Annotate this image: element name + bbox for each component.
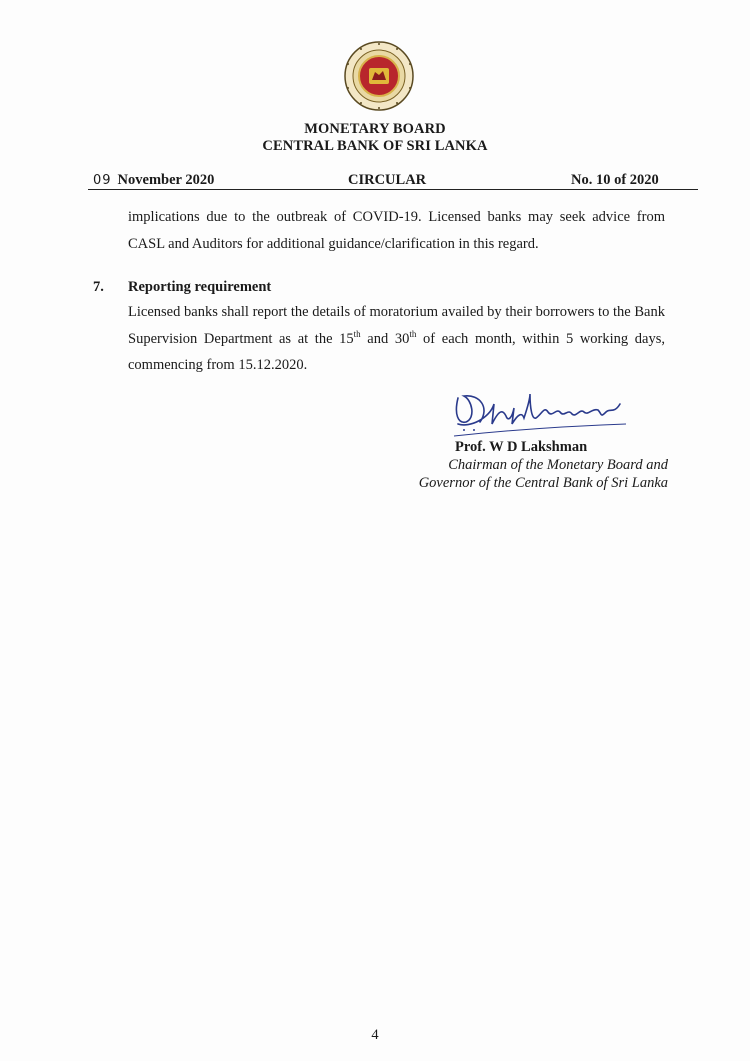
section-text-b: and 30 — [360, 330, 410, 347]
central-bank-seal-logo — [337, 40, 421, 112]
superscript-th: th — [409, 328, 417, 339]
circular-date — [93, 172, 214, 189]
signatory-name: Prof. W D Lakshman — [455, 439, 588, 455]
section-number: 7. — [93, 279, 104, 295]
signatory-title-line2: Governor of the Central Bank of Sri Lanka — [418, 475, 668, 491]
section-heading: Reporting requirement — [128, 279, 272, 295]
board-title: MONETARY BOARD — [304, 121, 446, 137]
handwritten-signature — [450, 384, 630, 440]
date-day-handwritten: 09 — [93, 173, 112, 188]
section-text-c: of each month, within 5 working days, commencing from 15.12.2020. — [128, 330, 666, 374]
bank-title: CENTRAL BANK OF SRI LANKA — [262, 138, 488, 154]
header-divider — [88, 189, 698, 190]
section-paragraph — [128, 299, 665, 379]
signatory-title-line1: Chairman of the Monetary Board and — [448, 457, 668, 473]
page-number: 4 — [371, 1027, 379, 1043]
superscript-th: th — [353, 328, 361, 339]
circular-number: No. 10 of 2020 — [571, 172, 659, 188]
continuation-paragraph: implications due to the outbreak of COVID-19. Licensed banks may seek advice from CASL and Auditors for additional guidance/clarification in this regard. — [128, 209, 665, 252]
date-month-year: November 2020 — [117, 172, 215, 188]
circular-label: CIRCULAR — [348, 172, 427, 188]
section-text-a: Licensed banks shall report the details of moratorium availed by their borrowers to the Bank Supervision Department as at the 15 — [128, 304, 665, 347]
